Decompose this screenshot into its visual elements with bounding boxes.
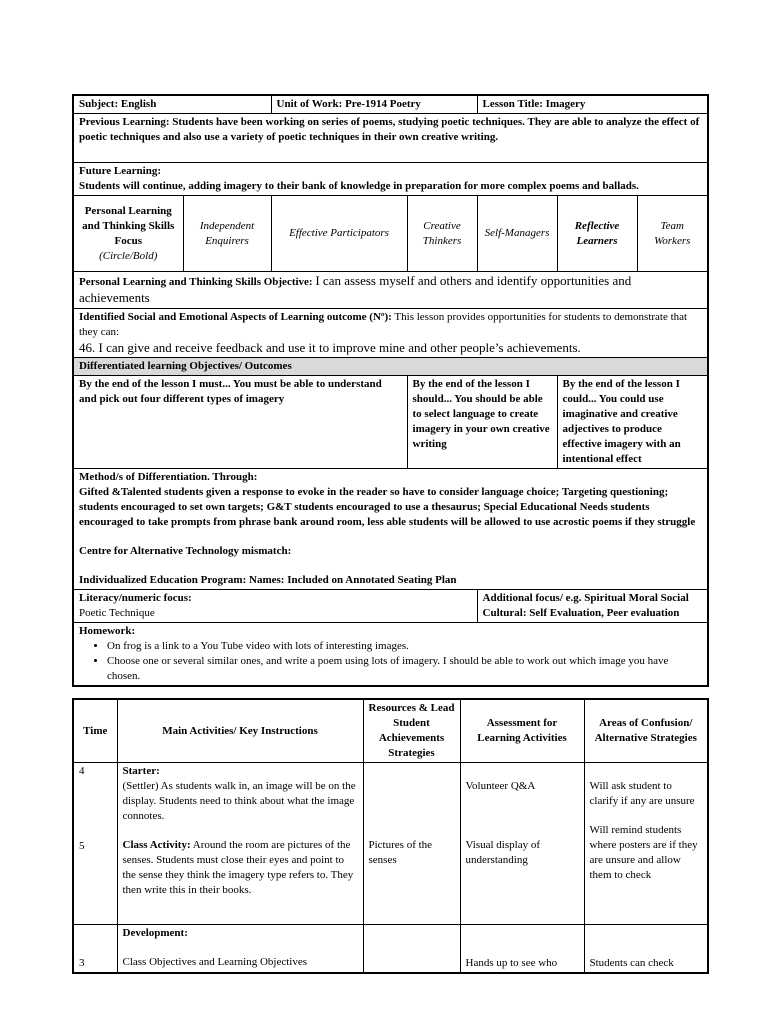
lesson-plan-table: [72, 94, 709, 687]
plts-independent-enquirers: Independent Enquirers: [183, 196, 271, 272]
plts-row: [73, 196, 708, 272]
focus-row: [73, 590, 708, 623]
literacy-label: Literacy/numeric focus:: [79, 592, 192, 604]
seal-outcome: 46. I can give and receive feedback and use it to improve mine and other people’s achievements.: [79, 340, 581, 355]
dev-assessment: Hands up to see who: [465, 957, 558, 969]
plts-self-managers: Self-Managers: [477, 196, 557, 272]
homework-item: • Choose one or several similar ones, and write a poem using lots of imagery. I should be able to work out which image you have chosen.: [107, 654, 702, 684]
starter-text: (Settler) As students walk in, an image will be on the display. Students need to think about what the image connotes.: [122, 780, 356, 822]
plts-objective-row: [73, 272, 708, 309]
starter-label: Starter:: [122, 765, 160, 777]
should-outcome: By the end of the lesson I should... You should be able to select language to create imagery in your own creative writing: [407, 376, 557, 469]
homework-item: • On frog is a link to a You Tube video with lots of interesting images.: [107, 639, 702, 654]
activities-table: [72, 698, 709, 974]
seal-label: Identified Social and Emotional Aspects of Learning outcome (Nº):: [79, 311, 392, 323]
dev-resources: [363, 925, 460, 974]
class-resources: Pictures of the senses: [368, 839, 433, 866]
starter-confusion: Will ask student to clarify if any are unsure: [589, 780, 695, 807]
additional-focus: Additional focus/ e.g. Spiritual Moral Social Cultural: Self Evaluation, Peer evaluation: [477, 590, 708, 623]
activities-header-row: [73, 699, 708, 763]
outcomes-row: [73, 376, 708, 469]
dev-confusion: Students can check: [589, 957, 674, 969]
dev-text: Class Objectives and Learning Objectives: [122, 956, 308, 968]
future-learning-row: [73, 163, 708, 196]
plts-focus-label: Personal Learning and Thinking Skills Focus: [82, 204, 175, 247]
seal-row: [73, 309, 708, 358]
class-assessment: Visual display of understanding: [465, 839, 540, 866]
subject-cell: Subject: English: [73, 95, 271, 114]
methods-text: Gifted &Talented students given a response to evoke in the reader so have to consider language choice; Targeting questioning; students encouraged to set own targets; G&T students encouraged to use a thesaurus; Special Educational Needs students encouraged to take prompts from phrase bank around room, less able students will be allowed to use acrostic poems if they struggle: [79, 486, 696, 528]
unit-cell: Unit of Work: Pre-1914 Poetry: [271, 95, 477, 114]
seal-text: This lesson provides opportunities for students to demonstrate that they can:: [79, 311, 688, 338]
future-learning-label: Future Learning:: [79, 165, 161, 177]
previous-learning-label: Previous Learning:: [79, 116, 170, 128]
cat-mismatch: Centre for Alternative Technology mismatch:: [79, 545, 292, 557]
homework-list: [79, 639, 702, 684]
methods-row: [73, 469, 708, 590]
plts-team-workers: Team Workers: [637, 196, 708, 272]
previous-learning-text: Students have been working on series of poems, studying poetic techniques. They are able to analyze the effect of poetic techniques and also use a variety of poetic techniques in their own creative writing.: [79, 116, 700, 143]
plts-focus-note: (Circle/Bold): [99, 249, 158, 262]
dev-time: 3: [79, 957, 85, 969]
must-outcome: By the end of the lesson I must... You must be able to understand and pick out four different types of imagery: [73, 376, 407, 469]
development-label: Development:: [122, 927, 188, 939]
header-assessment: Assessment for Learning Activities: [460, 699, 584, 763]
methods-label: Method/s of Differentiation. Through:: [79, 471, 258, 483]
plts-effective-participators: Effective Participators: [271, 196, 407, 272]
header-resources: Resources & Lead Student Achievements Strategies: [363, 699, 460, 763]
class-activity-text: Around the room are pictures of the senses. Students must close their eyes and point to the sense they think the imagery type refers to. They then write this in their books.: [122, 839, 354, 896]
class-confusion: Will remind students where posters are if they are unsure and allow them to check: [589, 824, 698, 881]
starter-assessment: Volunteer Q&A: [465, 780, 536, 792]
header-confusion: Areas of Confusion/ Alternative Strategies: [584, 699, 708, 763]
development-row: [73, 925, 708, 974]
plts-objective-text: I can assess myself and others and identify opportunities and achievements: [79, 273, 632, 305]
plts-reflective-learners: Reflective Learners: [557, 196, 637, 272]
header-time: Time: [73, 699, 117, 763]
class-time: 5: [79, 840, 85, 852]
plts-creative-thinkers: Creative Thinkers: [407, 196, 477, 272]
homework-label: Homework:: [79, 625, 136, 637]
previous-learning-row: [73, 114, 708, 163]
lesson-title-cell: Lesson Title: Imagery: [477, 95, 708, 114]
starter-row: [73, 763, 708, 925]
differentiated-header-row: [73, 358, 708, 376]
header-main-activities: Main Activities/ Key Instructions: [117, 699, 363, 763]
literacy-value: Poetic Technique: [79, 607, 155, 619]
homework-row: [73, 623, 708, 687]
future-learning-text: Students will continue, adding imagery to their bank of knowledge in preparation for more complex poems and ballads.: [79, 180, 639, 192]
could-outcome: By the end of the lesson I could... You could use imaginative and creative adjectives to produce effective imagery with an intentional effect: [557, 376, 708, 469]
plts-objective-label: Personal Learning and Thinking Skills Objective:: [79, 276, 313, 288]
iep-note: Individualized Education Program: Names: Included on Annotated Seating Plan: [79, 574, 457, 586]
starter-time: 4: [79, 765, 85, 777]
differentiated-header: Differentiated learning Objectives/ Outcomes: [73, 358, 708, 376]
header-row: [73, 95, 708, 114]
class-activity-label: Class Activity:: [122, 839, 191, 851]
